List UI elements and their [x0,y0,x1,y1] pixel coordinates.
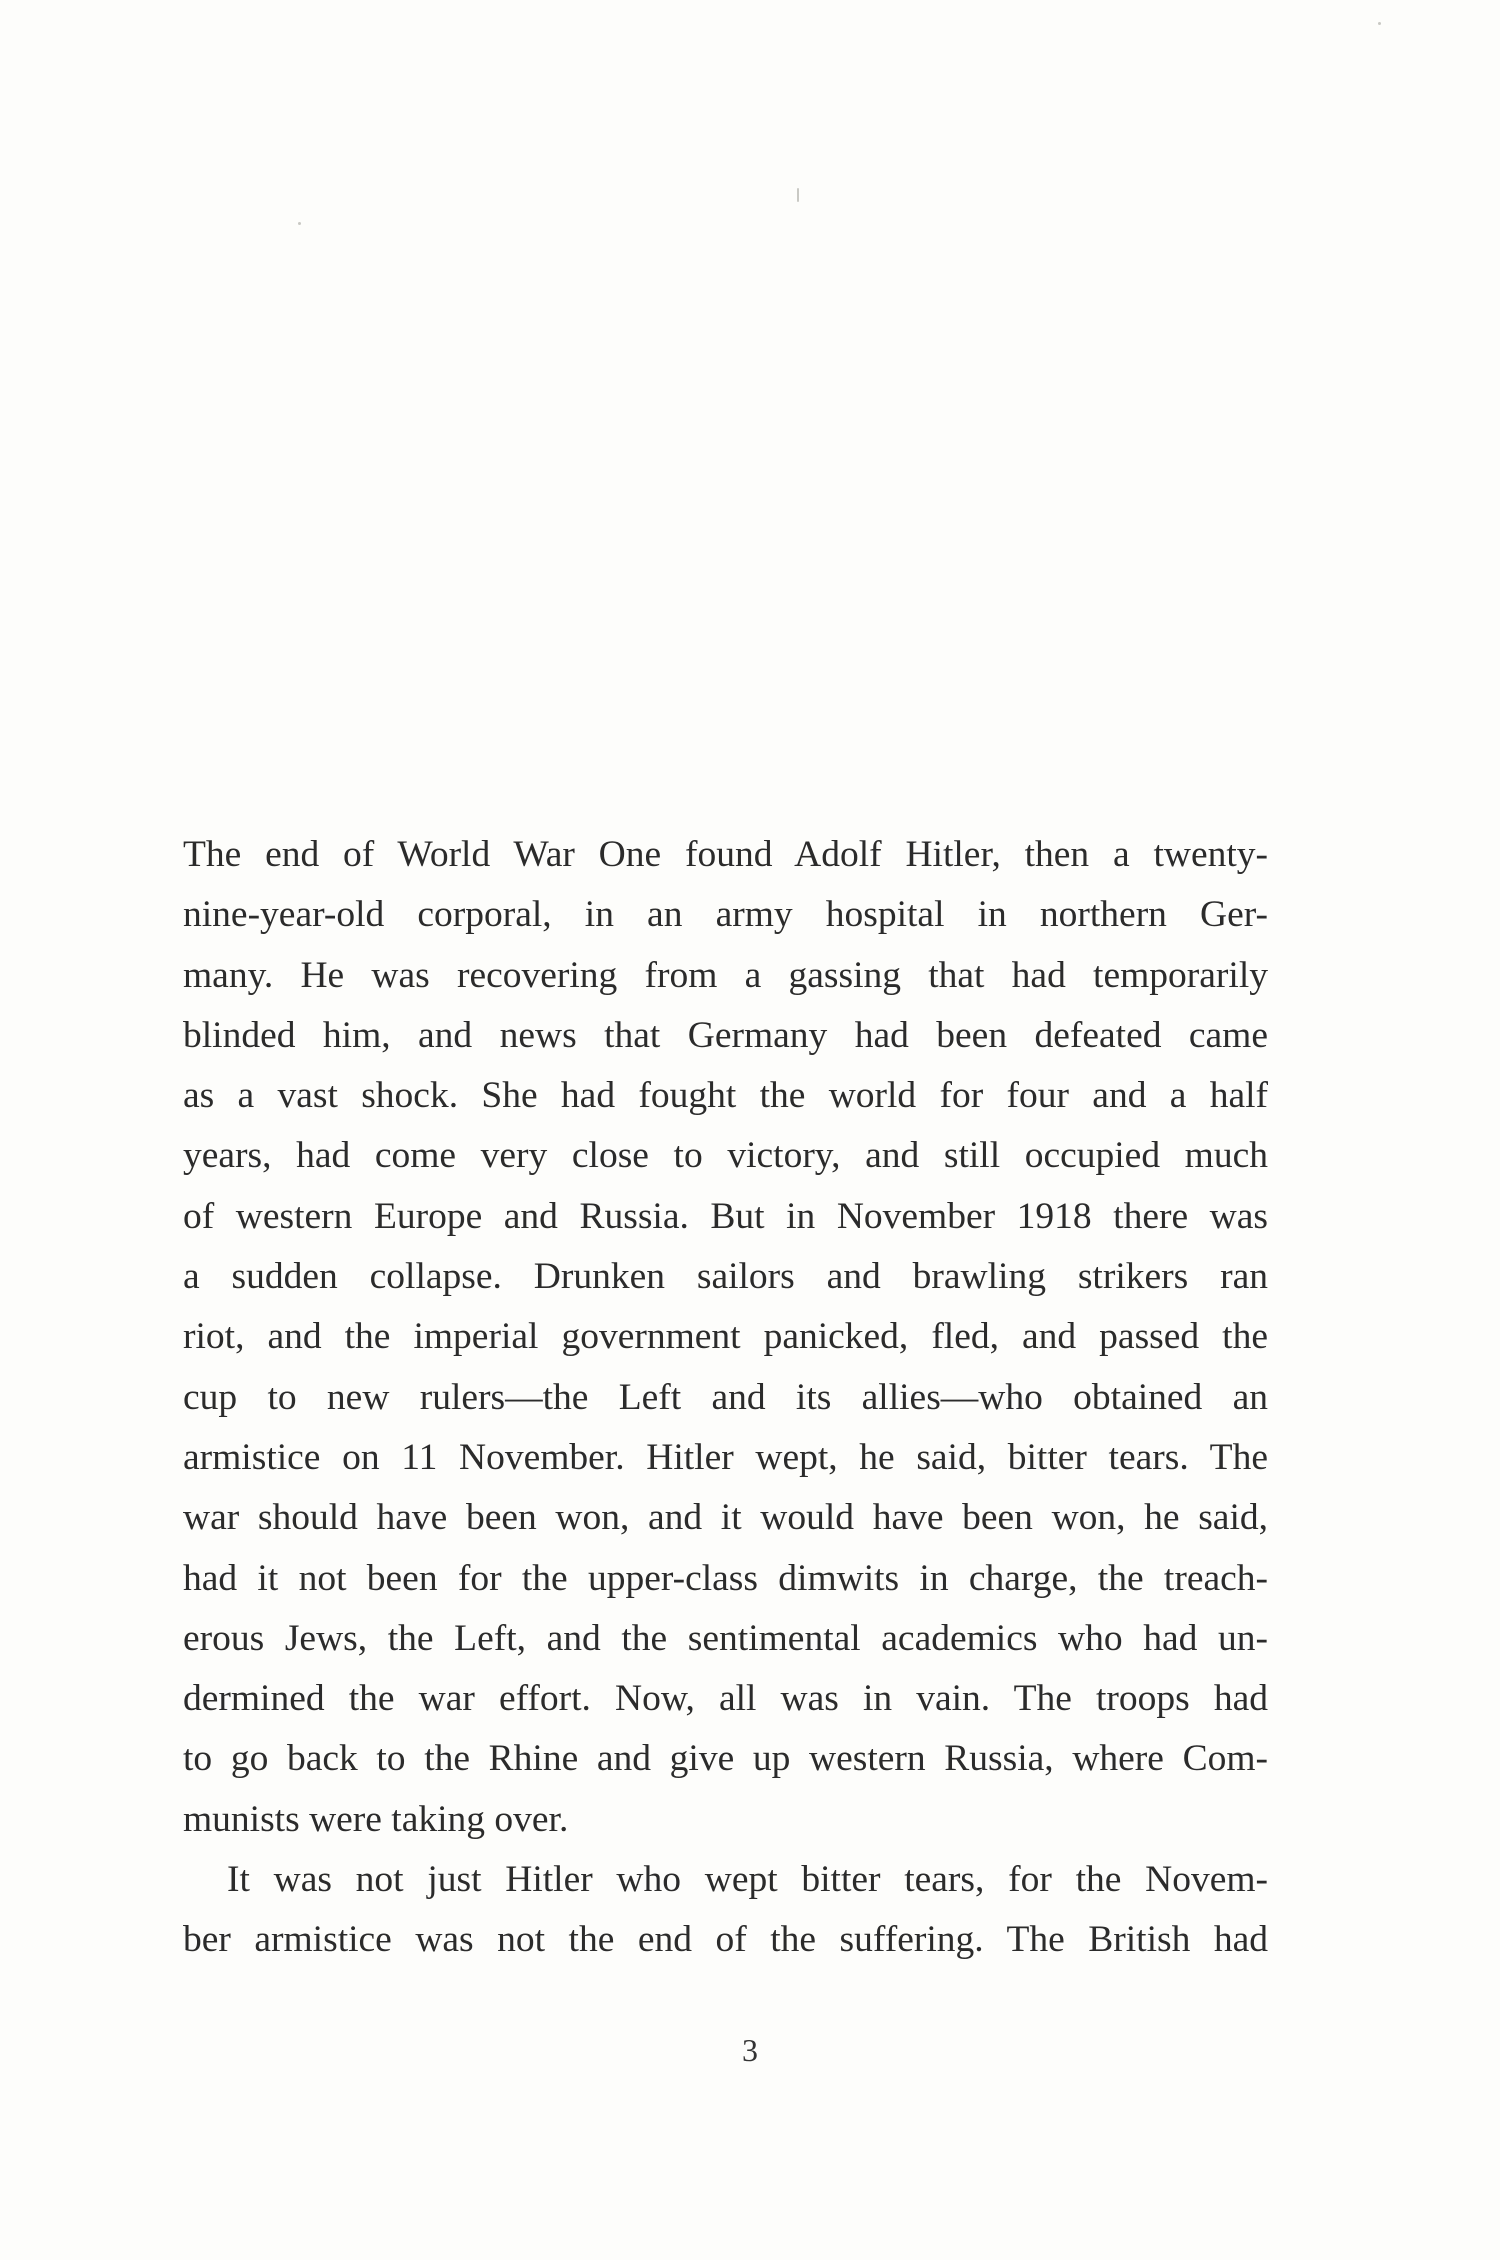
text-line: ber armistice was not the end of the suffering. The British had [183,1919,1268,1961]
text-line: munists were taking over. [183,1798,569,1840]
text-line: a sudden collapse. Drunken sailors and brawling strikers ran [183,1256,1268,1298]
paper-speck [1378,22,1381,25]
text-line: many. He was recovering from a gassing that had temporarily [183,954,1268,996]
text-line: dermined the war effort. Now, all was in vain. The troops had [183,1678,1268,1720]
text-line: to go back to the Rhine and give up western Russia, where Com- [183,1738,1268,1780]
paragraph-2 [183,1850,1268,1971]
text-line: It was not just Hitler who wept bitter tears, for the Novem- [227,1859,1268,1901]
text-line: The end of World War One found Adolf Hitler, then a twenty- [183,834,1268,875]
text-line: blinded him, and news that Germany had been defeated came [183,1014,1268,1056]
text-line: cup to new rulers—the Left and its allies—who obtained an [183,1376,1268,1418]
paper-speck [797,188,799,202]
text-line: armistice on 11 November. Hitler wept, he said, bitter tears. The [183,1436,1268,1478]
text-line: erous Jews, the Left, and the sentimental academics who had un- [183,1617,1268,1659]
body-text [183,825,1268,1971]
text-line: of western Europe and Russia. But in November 1918 there was [183,1195,1268,1237]
text-line: nine-year-old corporal, in an army hospital in northern Ger- [183,894,1268,936]
paper-speck [298,222,301,225]
text-line: had it not been for the upper-class dimwits in charge, the treach- [183,1557,1268,1599]
paragraph-1 [183,825,1268,1850]
page-number: 3 [742,2032,758,2068]
text-line: riot, and the imperial government panicked, fled, and passed the [183,1316,1268,1358]
text-line: war should have been won, and it would have been won, he said, [183,1497,1268,1539]
text-line: as a vast shock. She had fought the world for four and a half [183,1075,1268,1117]
text-line: years, had come very close to victory, and still occupied much [183,1135,1268,1177]
